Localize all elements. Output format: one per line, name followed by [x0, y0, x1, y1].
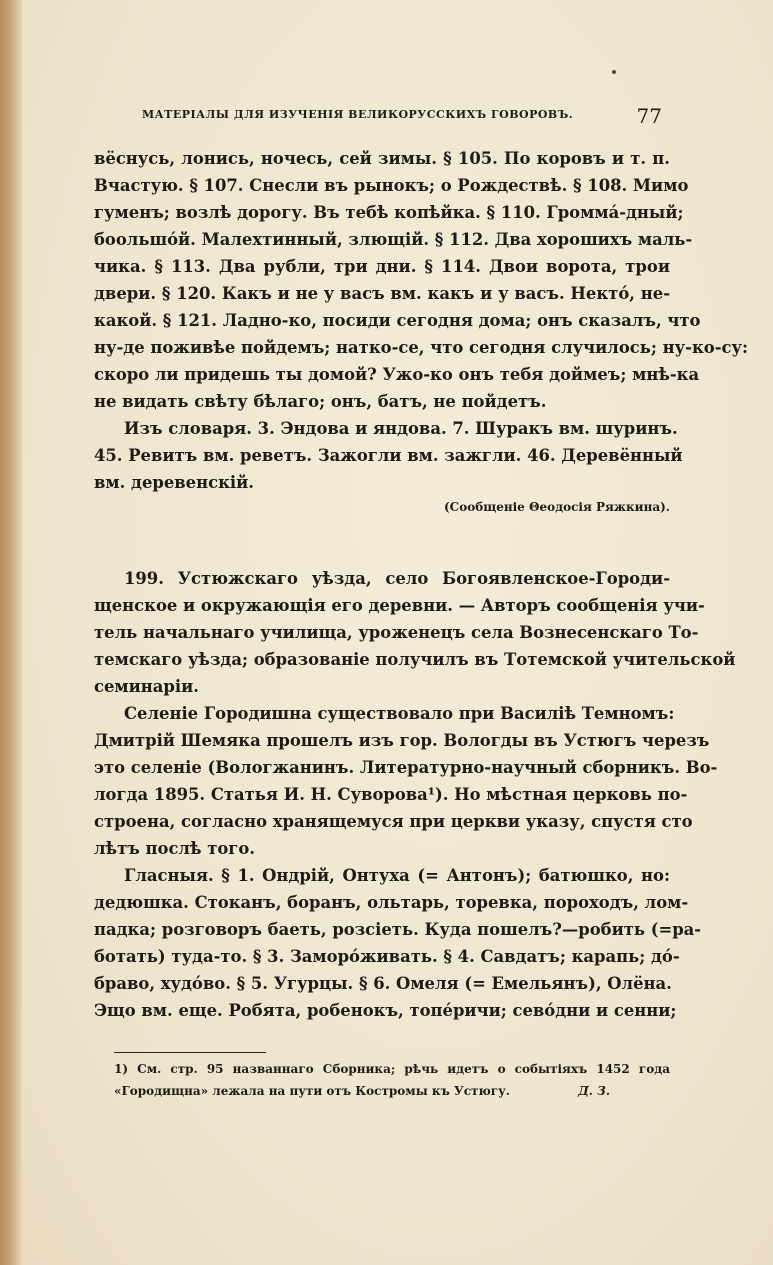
text-line: ну-де поживѣе пойдемъ; натко-се, что сегодня случилось; ну-ко-су: — [94, 338, 749, 357]
text-line: вёснусь, лонись, ночесь, сей зимы. § 105. По коровъ и т. п. — [94, 149, 670, 168]
text-line: не видать свѣту бѣлаго; онъ, батъ, не пойдетъ. — [94, 392, 547, 411]
text-line: двери. § 120. Какъ и не у васъ вм. какъ и у васъ. Некто́, не- — [94, 284, 670, 303]
text-line: Селеніе Городишна существовало при Василіѣ Темномъ: — [124, 704, 675, 723]
footnote-text: «Городищна» лежала на пути отъ Костромы къ Устюгу. — [114, 1084, 510, 1098]
section-heading-line: 199. Устюжскаго уѣзда, село Богоявленское-Городи- — [124, 569, 670, 588]
text-line: Вчастую. § 107. Снесли въ рынокъ; о Рождествѣ. § 108. Мимо — [94, 176, 689, 195]
text-line: чика. § 113. Два рубли, три дни. § 114. Двои ворота, трои — [94, 257, 670, 276]
text-line: падка; розговоръ баеть, розсіеть. Куда пошелъ?—робить (=ра- — [94, 920, 702, 939]
body-text — [94, 145, 749, 1024]
contributor-credit: (Сообщеніе Θеодосія Ряжкина). — [443, 500, 670, 514]
footnote-line-2 — [114, 1080, 670, 1102]
text-line: какой. § 121. Ладно-ко, посиди сегодня дома; онъ сказалъ, что — [94, 311, 701, 330]
section-gap — [94, 521, 670, 565]
book-spine-edge — [0, 0, 22, 1265]
footnote-rule — [114, 1052, 266, 1053]
text-line: это селеніе (Вологжанинъ. Литературно-научный сборникъ. Во- — [94, 758, 718, 777]
text-line: строена, согласно хранящемуся при церкви указу, спустя сто — [94, 812, 693, 831]
running-title: МАТЕРІАЛЫ ДЛЯ ИЗУЧЕНІЯ ВЕЛИКОРУССКИХЪ ГОВОРОВЪ. — [142, 108, 574, 121]
text-line: дедюшка. Стоканъ, боранъ, ольтарь, торевка, пороходъ, лом- — [94, 893, 689, 912]
text-line: Эщо вм. еще. Робята, робенокъ, топе́ричи; сево́дни и сенни; — [94, 1001, 677, 1020]
text-line: логда 1895. Статья И. Н. Суворова¹). Но мѣстная церковь по- — [94, 785, 688, 804]
text-line: скоро ли придешь ты домой? Ужо-ко онъ тебя доймеъ; мнѣ-ка — [94, 365, 700, 384]
ink-speck — [612, 70, 616, 74]
text-line: ботать) туда-то. § 3. Заморо́живать. § 4. Савдатъ; карапь; до́- — [94, 947, 680, 966]
text-line: щенское и окружающія его деревни. — Авторъ сообщенія учи- — [94, 596, 705, 615]
page-header — [142, 104, 662, 128]
footnotes — [114, 1058, 670, 1102]
text-line: темскаго уѣзда; образованіе получилъ въ Тотемской учительской — [94, 650, 736, 669]
text-line: гуменъ; возлѣ дорогу. Въ тебѣ копѣйка. § 110. Громма́-дный; — [94, 203, 684, 222]
text-line: семинаріи. — [94, 677, 199, 696]
text-line: 45. Ревитъ вм. реветъ. Зажогли вм. зажгли. 46. Деревённый — [94, 446, 683, 465]
text-line: боольшо́й. Малехтинный, злющій. § 112. Два хорошихъ маль- — [94, 230, 693, 249]
book-page — [22, 0, 773, 1265]
text-line: Гласныя. § 1. Ондрій, Онтуха (= Антонъ); батюшко, но: — [124, 866, 670, 885]
text-line: Изъ словаря. 3. Эндова и яндова. 7. Шуракъ вм. шуринъ. — [124, 419, 678, 438]
text-line: Дмитрій Шемяка прошелъ изъ гор. Вологды въ Устюгъ черезъ — [94, 731, 710, 750]
text-line: браво, худо́во. § 5. Угурцы. § 6. Омеля (= Емельянъ), Олёна. — [94, 974, 672, 993]
text-line: тель начальнаго училища, уроженецъ села Вознесенскаго То- — [94, 623, 699, 642]
text-line: лѣтъ послѣ того. — [94, 839, 255, 858]
footnote-signature: Д. З. — [578, 1084, 610, 1098]
page-number: 77 — [636, 104, 662, 128]
footnote-line: 1) См. стр. 95 названнаго Сборника; рѣчь идетъ о событіяхъ 1452 года — [114, 1062, 670, 1076]
text-line: вм. деревенскій. — [94, 473, 255, 492]
